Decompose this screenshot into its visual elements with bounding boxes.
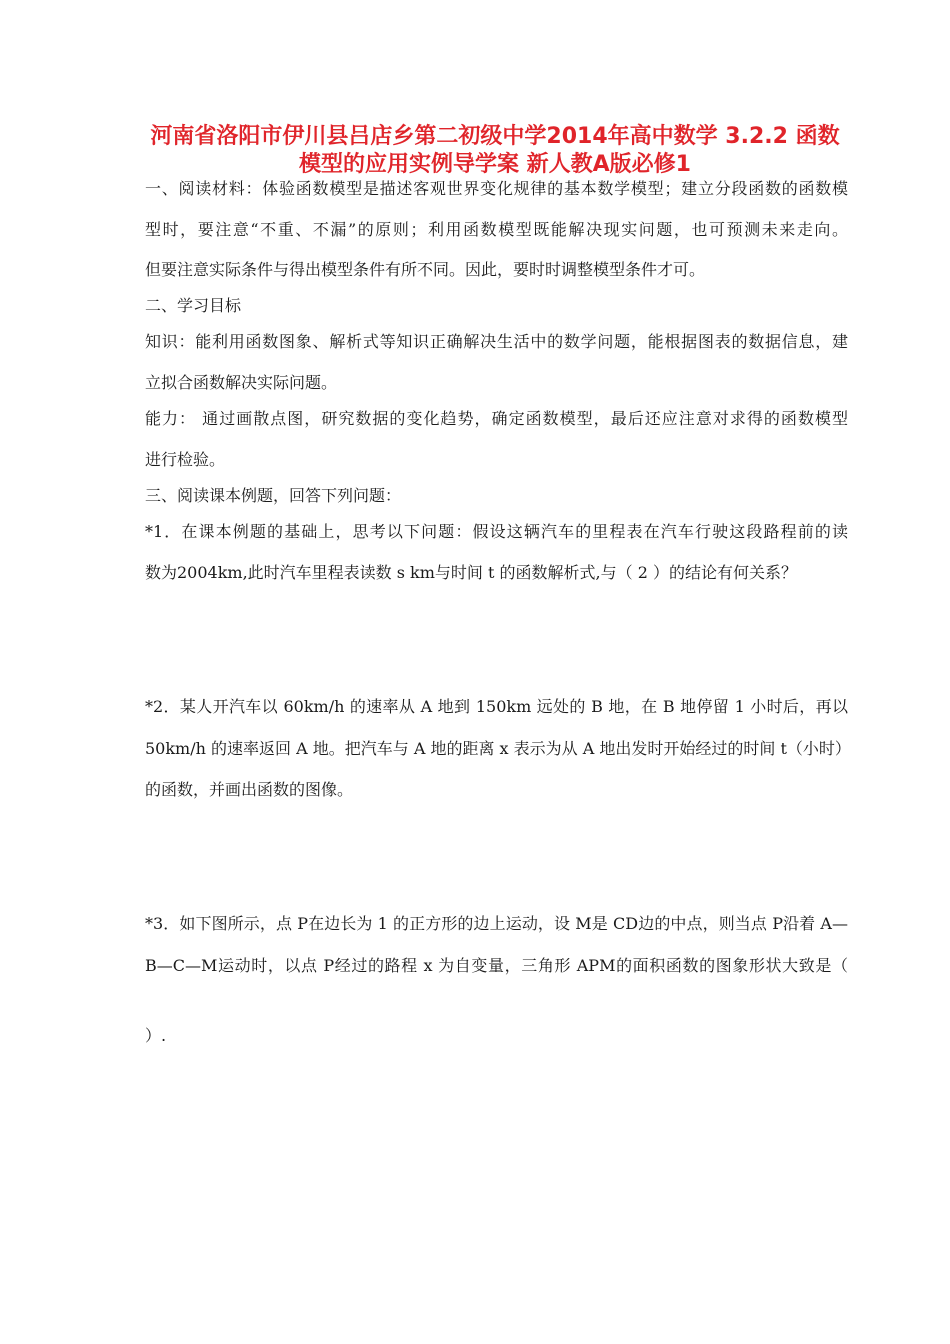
question-2-line-2: 50km/h 的速率返回 A 地。把汽车与 A 地的距离 x 表示为从 A 地出发时开始经过的时间 t（小时） — [145, 739, 851, 758]
reading-material-line-2: 型时，要注意“不重、不漏”的原则；利用函数模型既能解决现实问题，也可预测未来走向。 — [145, 220, 848, 239]
reading-material-line-3: 但要注意实际条件与得出模型条件有所不同。因此，要时时调整模型条件才可。 — [145, 260, 706, 279]
question-2-line-3: 的函数，并画出函数的图像。 — [145, 780, 354, 799]
question-3-line-2: B—C—M运动时，以点 P经过的路程 x 为自变量，三角形 APM的面积函数的图象形状大致是（ — [145, 956, 848, 975]
document-title-line-2: 模型的应用实例导学案 新人教A版必修1 — [299, 152, 691, 177]
knowledge-line-1: 知识：能利用函数图象、解析式等知识正确解决生活中的数学问题，能根据图表的数据信息，建 — [145, 332, 848, 351]
ability-line-1: 能力： 通过画散点图，研究数据的变化趋势，确定函数模型，最后还应注意对求得的函数模型 — [145, 409, 848, 428]
document-title-line-1: 河南省洛阳市伊川县吕店乡第二初级中学2014年高中数学 3.2.2 函数 — [150, 124, 840, 149]
ability-line-2: 进行检验。 — [145, 450, 226, 469]
reading-material-line-1: 一、阅读材料：体验函数模型是描述客观世界变化规律的基本数学模型；建立分段函数的函数模 — [145, 179, 848, 198]
example-questions-heading: 三、阅读课本例题，回答下列问题： — [145, 486, 402, 505]
knowledge-line-2: 立拟合函数解决实际问题。 — [145, 373, 338, 392]
question-1-line-2: 数为2004km,此时汽车里程表读数 s km与时间 t 的函数解析式,与（ 2 ）的结论有何关系？ — [145, 563, 797, 582]
question-2-line-1: *2．某人开汽车以 60km/h 的速率从 A 地到 150km 远处的 B 地，在 B 地停留 1 小时后，再以 — [145, 697, 848, 716]
question-1-line-1: *1．在课本例题的基础上，思考以下问题：假设这辆汽车的里程表在汽车行驶这段路程前的读 — [145, 522, 848, 541]
question-3-line-3: ）. — [145, 1026, 167, 1045]
learning-goals-heading: 二、学习目标 — [145, 296, 242, 315]
question-3-line-1: *3．如下图所示，点 P在边长为 1 的正方形的边上运动，设 M是 CD边的中点，则当点 P沿着 A— — [145, 914, 848, 933]
